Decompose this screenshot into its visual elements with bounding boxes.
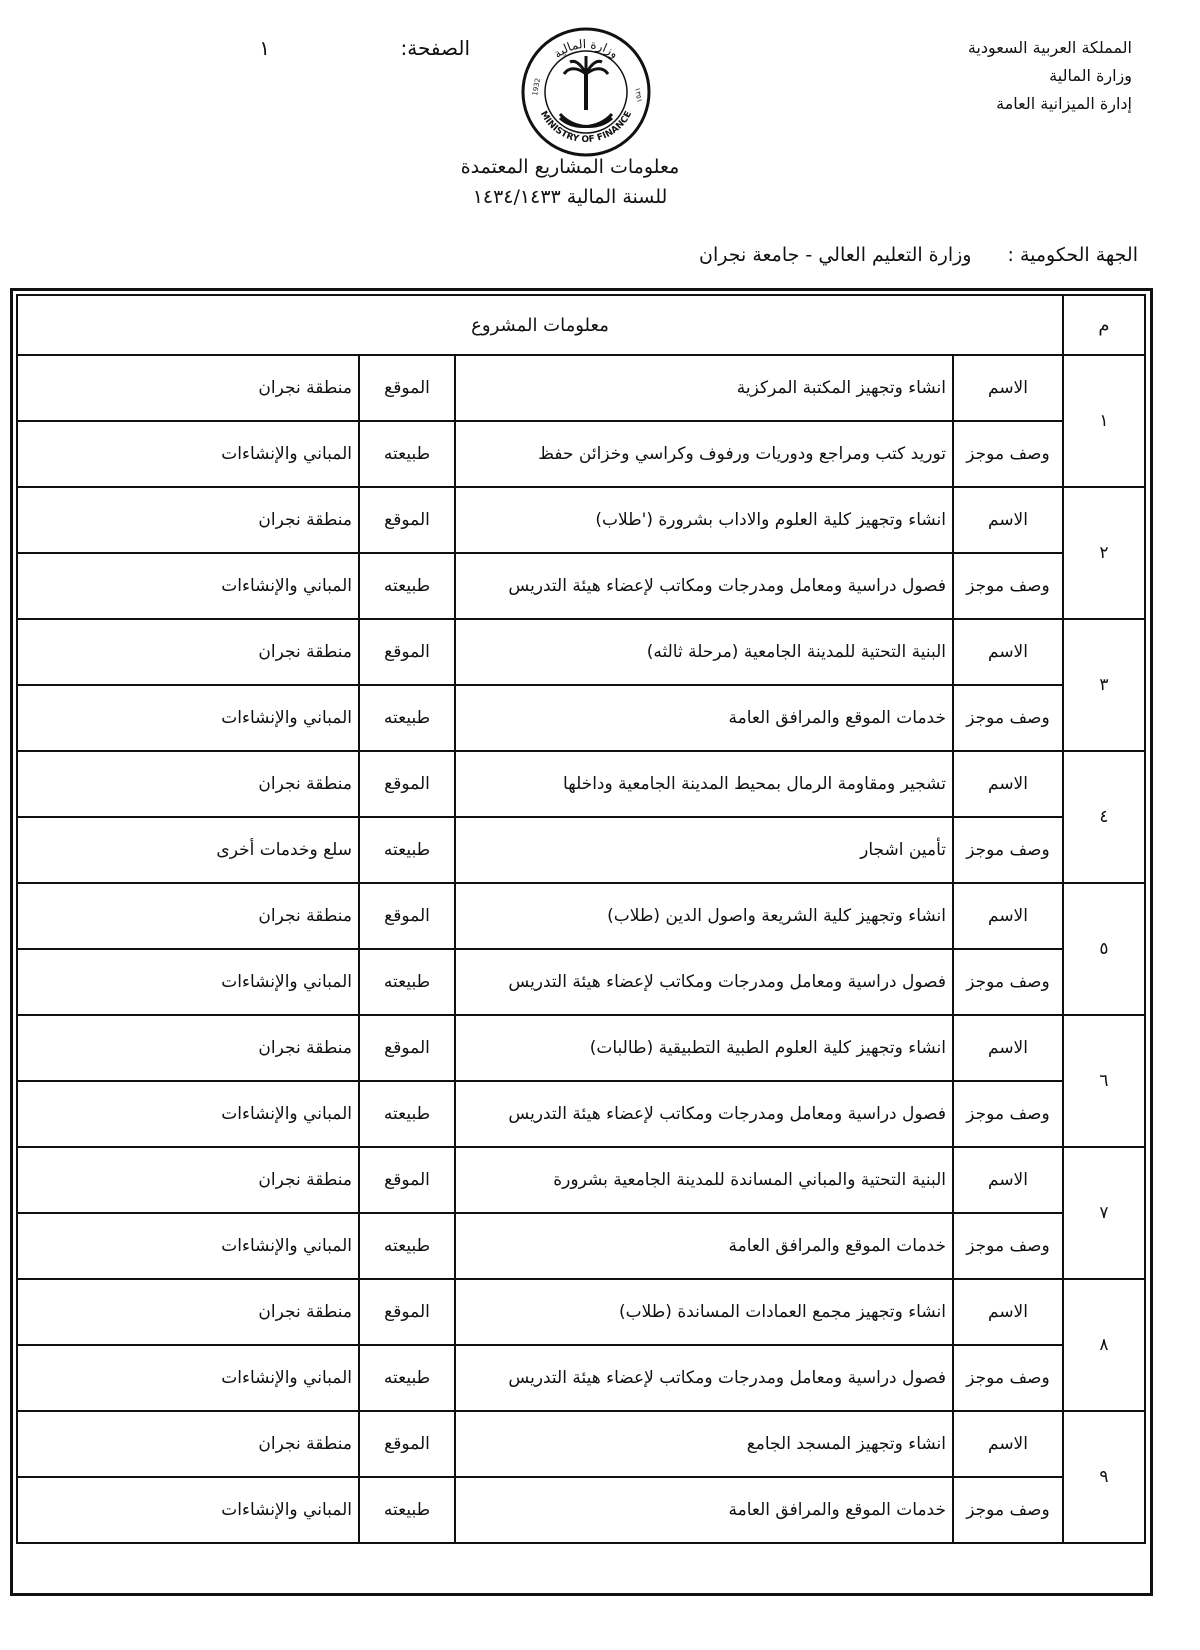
name-label: الاسم [953, 355, 1063, 421]
project-description: فصول دراسية ومعامل ومدرجات ومكاتب لإعضاء هيئة التدريس [455, 1081, 953, 1147]
type-label: طبيعته [359, 1213, 455, 1279]
project-detail-row [17, 685, 1145, 751]
type-label: طبيعته [359, 553, 455, 619]
project-detail-row [17, 1477, 1145, 1543]
entity-label: الجهة الحكومية : [1007, 244, 1138, 266]
project-type: المباني والإنشاءات [17, 949, 359, 1015]
name-label: الاسم [953, 1279, 1063, 1345]
desc-label: وصف موجز [953, 685, 1063, 751]
project-row [17, 1279, 1145, 1345]
svg-text:MINISTRY OF FINANCE: MINISTRY OF FINANCE [537, 109, 635, 146]
project-type: سلع وخدمات أخرى [17, 817, 359, 883]
type-label: طبيعته [359, 685, 455, 751]
type-label: طبيعته [359, 1477, 455, 1543]
project-number: ٣ [1063, 619, 1145, 751]
project-description: خدمات الموقع والمرافق العامة [455, 685, 953, 751]
name-label: الاسم [953, 1411, 1063, 1477]
project-detail-row [17, 817, 1145, 883]
project-location: منطقة نجران [17, 355, 359, 421]
project-number: ٨ [1063, 1279, 1145, 1411]
location-label: الموقع [359, 883, 455, 949]
location-label: الموقع [359, 751, 455, 817]
project-number: ٩ [1063, 1411, 1145, 1543]
name-label: الاسم [953, 487, 1063, 553]
project-row [17, 751, 1145, 817]
type-label: طبيعته [359, 949, 455, 1015]
name-label: الاسم [953, 1147, 1063, 1213]
desc-label: وصف موجز [953, 553, 1063, 619]
desc-label: وصف موجز [953, 1081, 1063, 1147]
project-number: ٢ [1063, 487, 1145, 619]
project-name: انشاء وتجهيز كلية الشريعة واصول الدين (طلاب) [455, 883, 953, 949]
project-type: المباني والإنشاءات [17, 685, 359, 751]
project-type: المباني والإنشاءات [17, 1477, 359, 1543]
project-number: ١ [1063, 355, 1145, 487]
government-entity [699, 244, 1138, 266]
project-row [17, 355, 1145, 421]
project-description: توريد كتب ومراجع ودوريات ورفوف وكراسي وخزائن حفظ [455, 421, 953, 487]
table-header-row [17, 295, 1145, 355]
project-location: منطقة نجران [17, 487, 359, 553]
title-line-2: للسنة المالية ١٤٣٤/١٤٣٣ [472, 186, 668, 208]
project-name: انشاء وتجهيز مجمع العمادات المساندة (طلاب) [455, 1279, 953, 1345]
type-label: طبيعته [359, 1345, 455, 1411]
project-name: البنية التحتية للمدينة الجامعية (مرحلة ثالثه) [455, 619, 953, 685]
name-label: الاسم [953, 883, 1063, 949]
name-label: الاسم [953, 619, 1063, 685]
header-number: م [1063, 295, 1145, 355]
location-label: الموقع [359, 1015, 455, 1081]
project-name: انشاء وتجهيز كلية العلوم والاداب بشرورة ('طلاب) [455, 487, 953, 553]
project-location: منطقة نجران [17, 1279, 359, 1345]
project-type: المباني والإنشاءات [17, 1213, 359, 1279]
project-detail-row [17, 421, 1145, 487]
project-description: فصول دراسية ومعامل ومدرجات ومكاتب لإعضاء هيئة التدريس [455, 553, 953, 619]
project-location: منطقة نجران [17, 751, 359, 817]
project-detail-row [17, 553, 1145, 619]
project-name: تشجير ومقاومة الرمال بمحيط المدينة الجامعية وداخلها [455, 751, 953, 817]
project-row [17, 1411, 1145, 1477]
project-number: ٤ [1063, 751, 1145, 883]
project-location: منطقة نجران [17, 1015, 359, 1081]
project-description: خدمات الموقع والمرافق العامة [455, 1477, 953, 1543]
project-row [17, 1147, 1145, 1213]
project-number: ٦ [1063, 1015, 1145, 1147]
name-label: الاسم [953, 751, 1063, 817]
project-type: المباني والإنشاءات [17, 421, 359, 487]
name-label: الاسم [953, 1015, 1063, 1081]
svg-text:١٣٥١: ١٣٥١ [633, 86, 644, 104]
title-line-1: معلومات المشاريع المعتمدة [460, 156, 680, 178]
desc-label: وصف موجز [953, 1213, 1063, 1279]
project-location: منطقة نجران [17, 1147, 359, 1213]
page-number: ١ [259, 36, 270, 60]
svg-text:وزارة المالية: وزارة المالية [550, 36, 622, 61]
project-number: ٥ [1063, 883, 1145, 1015]
org-line-ministry: وزارة المالية [1049, 66, 1132, 85]
projects-table [16, 294, 1146, 1544]
project-name: البنية التحتية والمباني المساندة للمدينة الجامعية بشرورة [455, 1147, 953, 1213]
desc-label: وصف موجز [953, 1477, 1063, 1543]
page-label: الصفحة: [400, 36, 470, 60]
project-number: ٧ [1063, 1147, 1145, 1279]
project-type: المباني والإنشاءات [17, 1081, 359, 1147]
type-label: طبيعته [359, 421, 455, 487]
type-label: طبيعته [359, 817, 455, 883]
project-name: انشاء وتجهيز كلية العلوم الطبية التطبيقية (طالبات) [455, 1015, 953, 1081]
ministry-header [968, 34, 1132, 118]
document-title [0, 152, 1200, 212]
project-description: خدمات الموقع والمرافق العامة [455, 1213, 953, 1279]
project-location: منطقة نجران [17, 883, 359, 949]
type-label: طبيعته [359, 1081, 455, 1147]
project-type: المباني والإنشاءات [17, 1345, 359, 1411]
project-description: فصول دراسية ومعامل ومدرجات ومكاتب لإعضاء هيئة التدريس [455, 949, 953, 1015]
location-label: الموقع [359, 355, 455, 421]
project-detail-row [17, 1345, 1145, 1411]
desc-label: وصف موجز [953, 1345, 1063, 1411]
project-detail-row [17, 1213, 1145, 1279]
project-detail-row [17, 1081, 1145, 1147]
location-label: الموقع [359, 1279, 455, 1345]
project-location: منطقة نجران [17, 1411, 359, 1477]
project-row [17, 487, 1145, 553]
project-row [17, 619, 1145, 685]
project-location: منطقة نجران [17, 619, 359, 685]
header-project-info: معلومات المشروع [17, 295, 1063, 355]
desc-label: وصف موجز [953, 421, 1063, 487]
desc-label: وصف موجز [953, 949, 1063, 1015]
ministry-seal-logo [520, 26, 652, 158]
project-row [17, 1015, 1145, 1081]
org-line-department: إدارة الميزانية العامة [996, 94, 1132, 113]
location-label: الموقع [359, 1411, 455, 1477]
location-label: الموقع [359, 1147, 455, 1213]
project-description: تأمين اشجار [455, 817, 953, 883]
svg-text:1932: 1932 [531, 77, 543, 97]
location-label: الموقع [359, 487, 455, 553]
project-row [17, 883, 1145, 949]
project-description: فصول دراسية ومعامل ومدرجات ومكاتب لإعضاء هيئة التدريس [455, 1345, 953, 1411]
project-detail-row [17, 949, 1145, 1015]
project-type: المباني والإنشاءات [17, 553, 359, 619]
desc-label: وصف موجز [953, 817, 1063, 883]
location-label: الموقع [359, 619, 455, 685]
project-name: انشاء وتجهيز المكتبة المركزية [455, 355, 953, 421]
project-name: انشاء وتجهيز المسجد الجامع [455, 1411, 953, 1477]
entity-value: وزارة التعليم العالي - جامعة نجران [699, 244, 972, 266]
org-line-country: المملكة العربية السعودية [967, 38, 1132, 57]
